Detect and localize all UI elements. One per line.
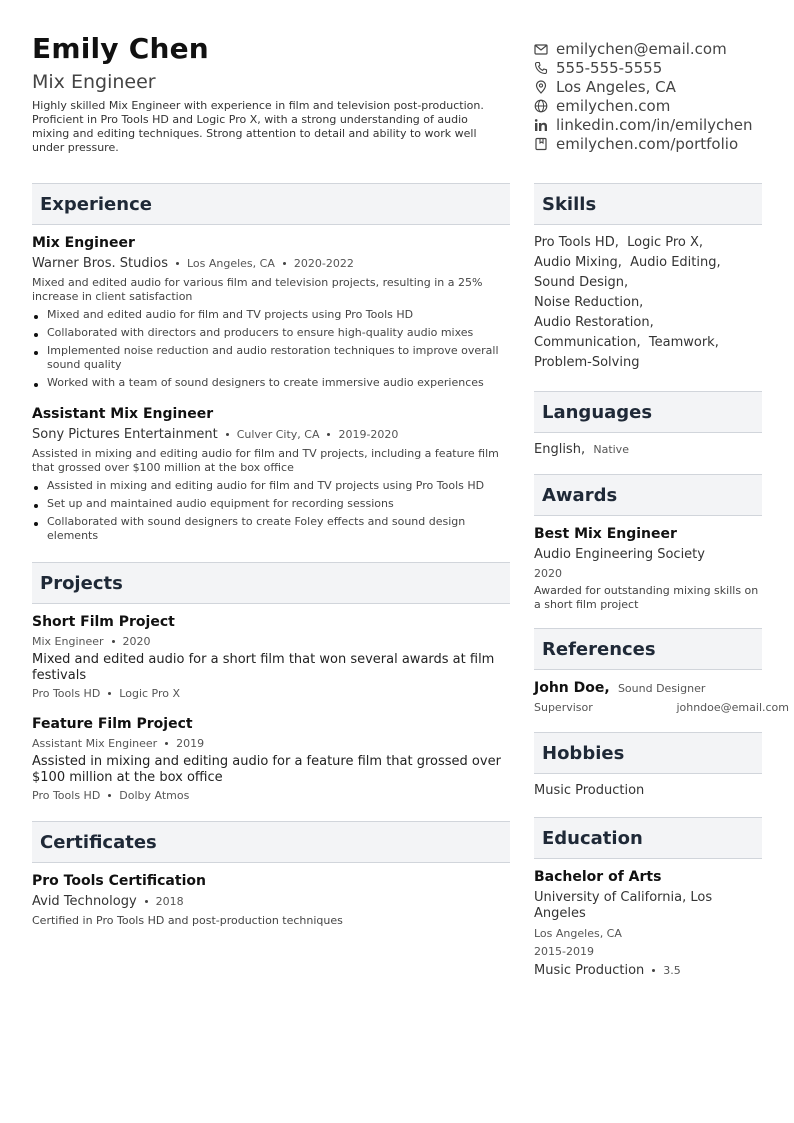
certificate-year: 2018 — [155, 895, 184, 908]
bullet-item: Worked with a team of sound designers to create immersive audio experiences — [32, 376, 510, 390]
experience-item — [32, 406, 510, 543]
bullet-item: Implemented noise reduction and audio restoration techniques to improve overall sound quality — [32, 344, 510, 372]
skill-item: Logic Pro X, — [627, 235, 704, 250]
language-level: Native — [593, 443, 629, 456]
contact-email[interactable] — [534, 39, 784, 58]
project-tools — [32, 687, 510, 700]
reference-item — [534, 680, 789, 714]
project-item — [32, 614, 510, 700]
project-item — [32, 716, 510, 802]
job-title: Mix Engineer — [32, 235, 135, 251]
contact-list — [534, 39, 784, 153]
website-text: emilychen.com — [556, 96, 671, 115]
project-title: Short Film Project — [32, 614, 175, 630]
skill-item: Sound Design, — [534, 275, 629, 290]
tool-tag: Dolby Atmos — [119, 789, 190, 802]
language-item — [534, 442, 762, 457]
reference-header — [534, 680, 762, 696]
summary: Highly skilled Mix Engineer with experience in film and television post-production. Proficient in Pro Tools HD and Logic Pro X, with a strong understanding of audio mixing and editing techniques. Strong attention to detail and ability to work well under pressure. — [32, 99, 484, 154]
globe-icon — [534, 99, 548, 113]
job-dates: 2020-2022 — [293, 257, 354, 270]
skill-item: Pro Tools HD, — [534, 235, 619, 250]
section-experience-heading: Experience — [32, 183, 510, 225]
project-meta — [32, 635, 510, 648]
candidate-role: Mix Engineer — [32, 71, 156, 93]
reference-role: Sound Designer — [617, 681, 706, 695]
section-skills-heading: Skills — [534, 183, 762, 225]
section-certificates-heading: Certificates — [32, 821, 510, 863]
skills-list — [534, 233, 762, 373]
section-references-heading: References — [534, 628, 762, 670]
education-item — [534, 869, 762, 978]
project-tools — [32, 789, 510, 802]
job-bullets — [32, 308, 510, 390]
email-text: emilychen@email.com — [556, 39, 727, 58]
phone-text: 555-555-5555 — [556, 58, 663, 77]
tool-tag: Logic Pro X — [119, 687, 181, 700]
reference-relation: Supervisor — [534, 701, 593, 714]
portfolio-icon — [534, 137, 548, 151]
location-text: Los Angeles, CA — [556, 77, 676, 96]
portfolio-text: emilychen.com/portfolio — [556, 134, 739, 153]
language-name: English, — [534, 442, 586, 457]
mail-icon — [534, 42, 548, 56]
project-meta — [32, 737, 510, 750]
linkedin-icon — [534, 118, 548, 132]
map-pin-icon — [534, 80, 548, 94]
section-languages-heading: Languages — [534, 391, 762, 433]
certificate-issuer: Avid Technology — [32, 894, 137, 909]
education-field: Music Production — [534, 963, 645, 978]
skill-item: Noise Reduction, — [534, 295, 644, 310]
education-dates: 2015-2019 — [534, 945, 594, 958]
project-role: Mix Engineer — [32, 635, 104, 648]
bullet-item: Collaborated with directors and producers to ensure high-quality audio mixes — [32, 326, 510, 340]
skill-item: Audio Mixing, — [534, 255, 622, 270]
award-title: Best Mix Engineer — [534, 526, 677, 542]
job-dates: 2019-2020 — [338, 428, 399, 441]
education-gpa: 3.5 — [663, 964, 681, 977]
award-description: Awarded for outstanding mixing skills on a short film project — [534, 584, 759, 611]
tool-tag: Pro Tools HD — [32, 789, 101, 802]
contact-phone[interactable] — [534, 58, 784, 77]
experience-item — [32, 235, 510, 390]
skill-item: Audio Restoration, — [534, 315, 654, 330]
section-projects-heading: Projects — [32, 562, 510, 604]
job-meta — [32, 427, 510, 442]
bullet-item: Collaborated with sound designers to create Foley effects and sound design elements — [32, 515, 510, 543]
job-meta — [32, 256, 510, 271]
section-hobbies-heading: Hobbies — [534, 732, 762, 774]
job-location: Culver City, CA — [236, 428, 320, 441]
skill-item: Teamwork, — [648, 335, 719, 350]
bullet-item: Assisted in mixing and editing audio for film and TV projects using Pro Tools HD — [32, 479, 510, 493]
job-description: Assisted in mixing and editing audio for film and TV projects, including a feature film that grossed over $100 million at the box office — [32, 447, 499, 474]
phone-icon — [534, 61, 548, 75]
project-year: 2019 — [176, 737, 205, 750]
contact-website[interactable] — [534, 96, 784, 115]
contact-location — [534, 77, 784, 96]
left-column — [32, 183, 510, 928]
company: Warner Bros. Studios — [32, 256, 168, 271]
job-location: Los Angeles, CA — [186, 257, 275, 270]
bullet-item: Mixed and edited audio for film and TV projects using Pro Tools HD — [32, 308, 510, 322]
reference-name: John Doe, — [534, 680, 610, 696]
reference-email[interactable]: johndoe@email.com — [676, 701, 789, 714]
contact-portfolio[interactable] — [534, 134, 784, 153]
project-title: Feature Film Project — [32, 716, 193, 732]
project-description: Mixed and edited audio for a short film that won several awards at film festivals — [32, 652, 495, 683]
company: Sony Pictures Entertainment — [32, 427, 218, 442]
tool-tag: Pro Tools HD — [32, 687, 101, 700]
certificate-description: Certified in Pro Tools HD and post-production techniques — [32, 914, 343, 927]
education-location: Los Angeles, CA — [534, 927, 622, 940]
school: University of California, Los Angeles — [534, 890, 713, 921]
certificate-item — [32, 873, 510, 928]
certificate-title: Pro Tools Certification — [32, 873, 206, 889]
award-issuer: Audio Engineering Society — [534, 547, 705, 562]
candidate-name: Emily Chen — [32, 32, 209, 65]
job-title: Assistant Mix Engineer — [32, 406, 214, 422]
contact-linkedin[interactable] — [534, 115, 784, 134]
project-description: Assisted in mixing and editing audio for a feature film that grossed over $100 million at the box office — [32, 754, 501, 785]
linkedin-text: linkedin.com/in/emilychen — [556, 115, 753, 134]
award-item — [534, 526, 762, 612]
certificate-meta — [32, 894, 510, 909]
job-bullets — [32, 479, 510, 543]
job-description: Mixed and edited audio for various film and television projects, resulting in a 25% increase in client satisfaction — [32, 276, 483, 303]
reference-details — [534, 701, 789, 714]
hobby-item: Music Production — [534, 783, 645, 798]
section-education-heading: Education — [534, 817, 762, 859]
section-awards-heading: Awards — [534, 474, 762, 516]
degree: Bachelor of Arts — [534, 869, 662, 885]
skill-item: Problem-Solving — [534, 355, 640, 370]
education-field-row — [534, 963, 762, 978]
project-role: Assistant Mix Engineer — [32, 737, 158, 750]
skill-item: Audio Editing, — [630, 255, 721, 270]
skill-item: Communication, — [534, 335, 641, 350]
award-year: 2020 — [534, 567, 562, 580]
bullet-item: Set up and maintained audio equipment for recording sessions — [32, 497, 510, 511]
right-column — [534, 183, 789, 978]
project-year: 2020 — [122, 635, 151, 648]
